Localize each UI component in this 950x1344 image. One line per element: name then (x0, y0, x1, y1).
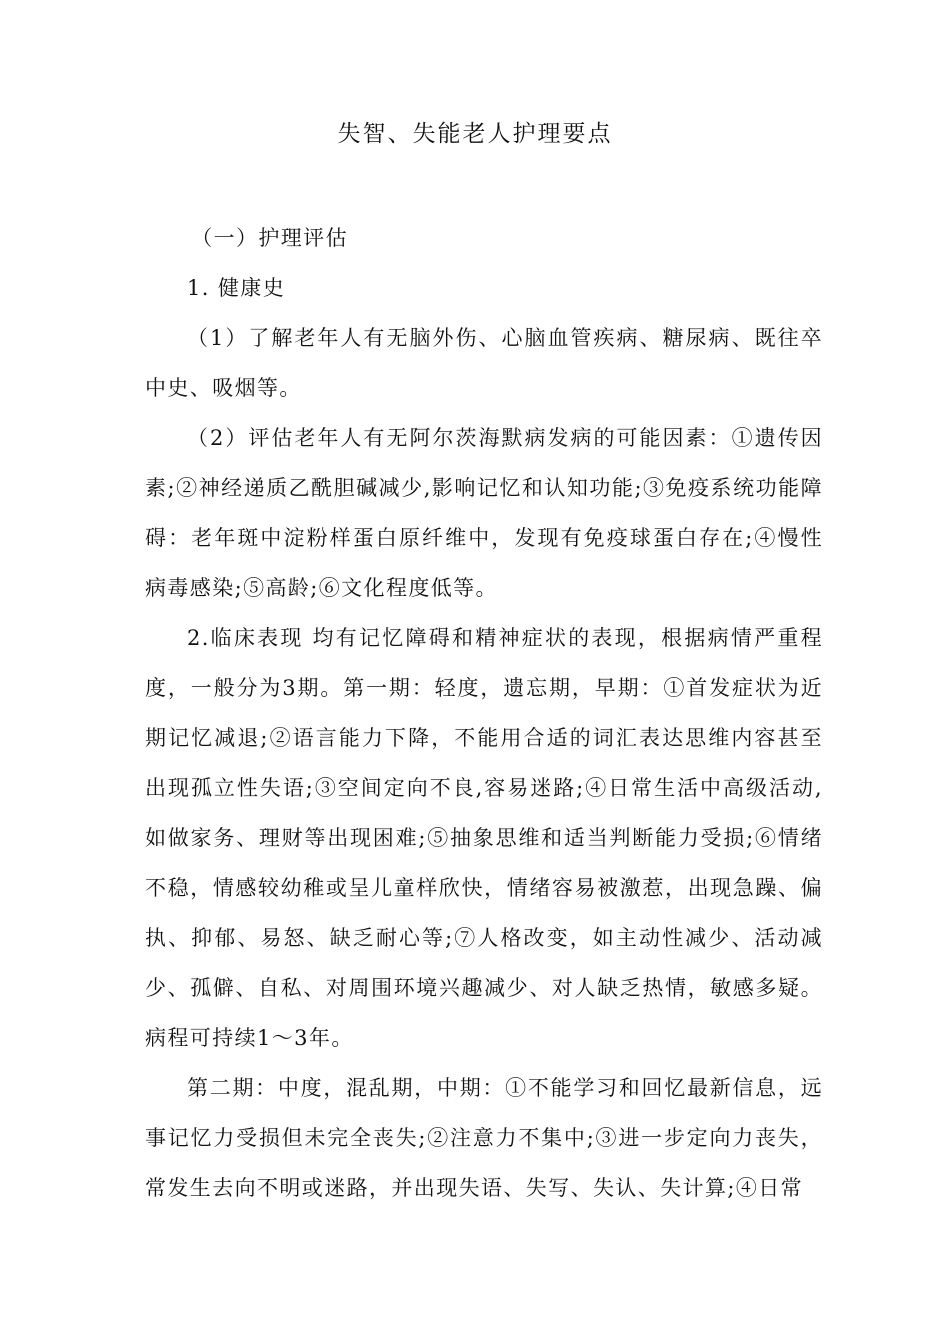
document-body (145, 213, 823, 1213)
section-heading-assessment: （一）护理评估 (191, 226, 348, 250)
paragraph-history-2: （2）评估老年人有无阿尔茨海默病发病的可能因素：①遗传因素;②神经递质乙酰胆碱减少,影响记忆和认知功能;③免疫系统功能障碍：老年斑中淀粉样蛋白原纤维中，发现有免疫球蛋白存在;④慢性病毒感染;⑤高龄;⑥文化程度低等。 (145, 426, 823, 600)
paragraph-history-1: （1）了解老年人有无脑外伤、心脑血管疾病、糖尿病、既往卒中史、吸烟等。 (145, 326, 823, 400)
paragraph-clinical-stage-2: 第二期：中度，混乱期，中期：①不能学习和回忆最新信息，远事记忆力受损但未完全丧失;②注意力不集中;③进一步定向力丧失，常发生去向不明或迷路，并出现失语、失写、失认、失计算;④日常 (145, 1076, 823, 1200)
subheading-health-history: 1. 健康史 (187, 276, 286, 300)
document-title: 失智、失能老人护理要点 (337, 121, 613, 147)
paragraph-clinical-stage-1: 2.临床表现 均有记忆障碍和精神症状的表现，根据病情严重程度，一般分为3期。第一期：轻度，遗忘期，早期：①首发症状为近期记忆减退;②语言能力下降，不能用合适的词汇表达思维内容甚至出现孤立性失语;③空间定向不良,容易迷路;④日常生活中高级活动,如做家务、理财等出现困难;⑤抽象思维和适当判断能力受损;⑥情绪不稳，情感较幼稚或呈儿童样欣快，情绪容易被激惹，出现急躁、偏执、抑郁、易怒、缺乏耐心等;⑦人格改变，如主动性减少、活动减少、孤僻、自私、对周围环境兴趣减少、对人缺乏热情，敏感多疑。病程可持续1～3年。 (145, 626, 823, 1050)
